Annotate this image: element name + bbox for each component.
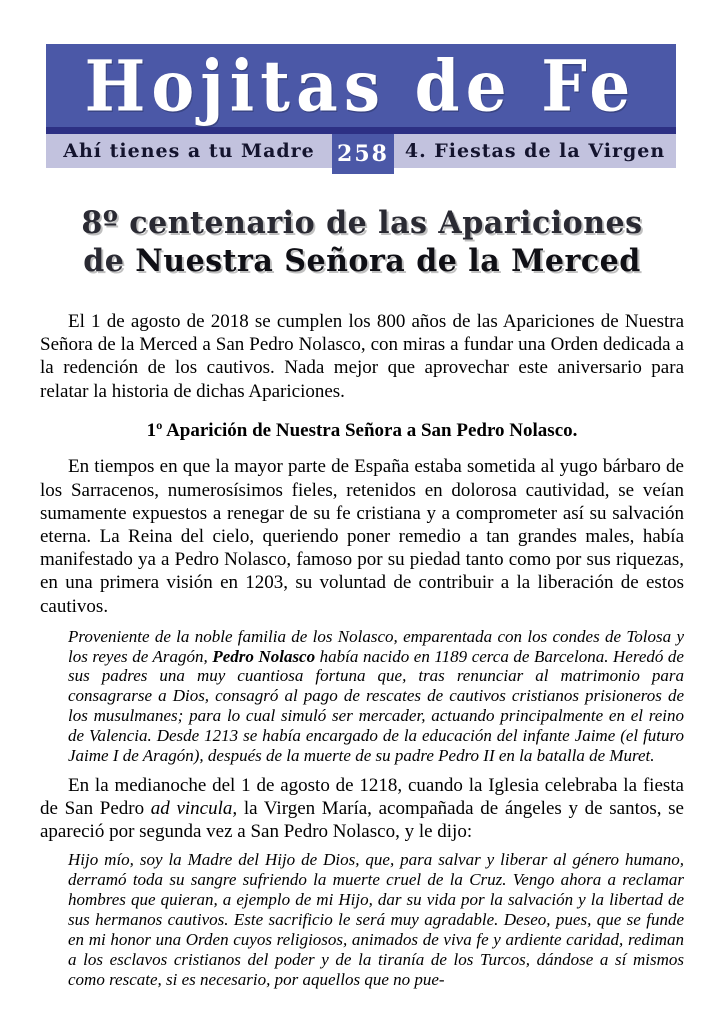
- virgin-mary-quote: Hijo mío, soy la Madre del Hijo de Dios, que, para salvar y liberar al género humano, derramó toda su sangre sufriendo la muerte cruel de la Cruz. Vengo ahora a reclamar hombres que quieran, a ejemplo de mi Hijo, dar su vida por la salvación y la libertad de sus hermanos cautivos. Este sacrificio le será muy agradable. Deseo, pues, que se funde en mi honor una Orden cuyos religiosos, animados de viva fe y ardiente caridad, rediman a los esclavos cristianos del poder y de la tiranía de los Turcos, dándose a sí mismos como rescate, si es necesario, por aquellos que no pue-: [68, 850, 684, 989]
- masthead-subbar: [46, 134, 676, 168]
- paragraph-second-apparition: [40, 774, 684, 844]
- masthead: [46, 44, 676, 168]
- masthead-motto: Ahí tienes a tu Madre: [63, 140, 315, 162]
- paragraph-intro: El 1 de agosto de 2018 se cumplen los 800 años de las Apariciones de Nuestra Señora de la Merced a San Pedro Nolasco, con miras a fundar una Orden dedicada a la redención de los cautivos. Nada mejor que aprovechar este aniversario para relatar la historia de dichas Apariciones.: [40, 311, 684, 402]
- sidenote-text-part-2: había nacido en 1189 cerca de Barcelona. Heredó de sus padres una muy cuantiosa fortuna que, tras renunciar al matrimonio para consagrarse a Dios, consagró al pago de rescates de cautivos cristianos prisioneros de los musulmanes; para lo cual simuló ser mercader, actuando principalmente en el reino de Valencia. Desde 1213 se había encargado de la educación del infante Jaime (el futuro Jaime I de Aragón), después de la muerte de su padre Pedro II en la batalla de Muret.: [68, 646, 684, 765]
- article-title-line-2-prefix: de: [83, 243, 125, 279]
- apparition-latin-phrase: ad vincula,: [150, 797, 238, 819]
- section-heading-first-apparition: 1º Aparición de Nuestra Señora a San Pedro Nolasco.: [146, 419, 578, 441]
- article-title: [50, 204, 675, 280]
- sidenote-text-part-1: Proveniente de la noble familia de los Nolasco, emparentada con los condes de Tolosa y los reyes de Aragón,: [68, 626, 684, 666]
- masthead-banner: [46, 44, 676, 127]
- article-title-line-1: 8º centenario de las Apariciones: [81, 205, 643, 241]
- apparition-text-part-1: En la medianoche del 1 de agosto de 1218, cuando la Iglesia celebraba la fiesta de San Pedro: [40, 774, 684, 819]
- publication-title: Hojitas de Fe: [85, 44, 637, 127]
- issue-number-badge: 258: [332, 134, 394, 174]
- article: [40, 204, 684, 989]
- sidenote-pedro-nolasco: [68, 627, 684, 766]
- paragraph-context: En tiempos en que la mayor parte de España estaba sometida al yugo bárbaro de los Sarracenos, numerosísimos fieles, retenidos en dolorosa cautividad, se veían sumamente expuestos a renegar de su fe cristiana y a comprometer así su salvación eterna. La Reina del cielo, queriendo poner remedio a tan grandes males, había manifestado ya a Pedro Nolasco, famoso por su piedad tanto como por sus riquezas, en una primera visión en 1203, su voluntad de contribuir a la liberación de estos cautivos.: [40, 456, 684, 617]
- apparition-text-part-2: la Virgen María, acompañada de ángeles y de santos, se apareció por segunda vez a San Pedro Nolasco, y le dijo:: [40, 797, 684, 843]
- masthead-divider-strip: [46, 127, 676, 134]
- article-title-line-2-main: Nuestra Señora de la Merced: [135, 243, 641, 279]
- sidenote-bold-name: Pedro Nolasco: [212, 646, 316, 666]
- masthead-series-label: 4. Fiestas de la Virgen: [404, 140, 666, 162]
